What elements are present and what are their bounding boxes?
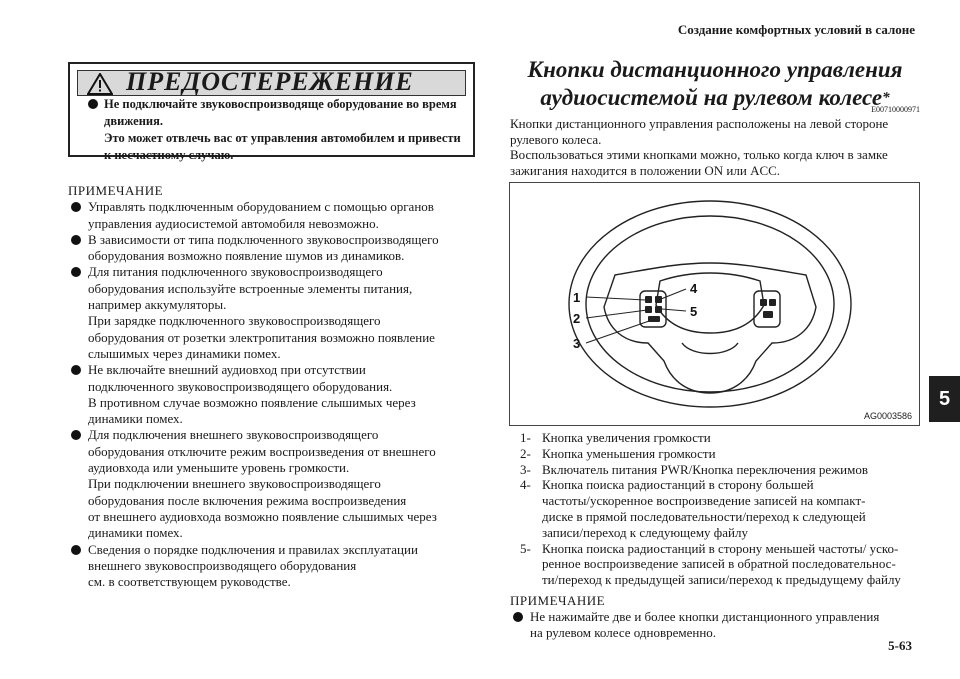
callout-3: 3 bbox=[573, 336, 581, 351]
legend-item: 4- Кнопка поиска радиостанций в сторону большей частоты/ускоренное воспроизведение записей на компакт- диске в прямой последовательности/переход к следующей записи/переход к следующему файлу bbox=[520, 477, 866, 540]
warning-box bbox=[68, 62, 475, 162]
section-intro: Кнопки дистанционного управления расположены на левой стороне рулевого колеса. Воспользоваться этими кнопками можно, только когда ключ в замке зажигания находится в положении ON или ACC. bbox=[510, 116, 889, 178]
note-title: ПРИМЕЧАНИЕ bbox=[68, 183, 164, 198]
chapter-tab bbox=[929, 376, 960, 422]
note-item: Для питания подключенного звуковоспроизводящего оборудования используйте встроенные элементы питания, например аккумуляторы. При зарядке подключенного звуковоспроизводящего оборудования от розетки электропитания возможно появление слышимых через динамики помех. bbox=[68, 264, 478, 362]
callout-4: 4 bbox=[690, 281, 698, 296]
note-item: Управлять подключенным оборудованием с помощью органов управления аудиосистемой автомобиля невозможно. bbox=[68, 199, 478, 232]
callout-1: 1 bbox=[573, 290, 581, 305]
warning-text: Не подключайте звуковоспроизводяще оборудование во время движения. Это может отвлечь вас от управления автомобилем и привести к несчастному случаю. bbox=[88, 96, 468, 164]
bullet-icon bbox=[71, 267, 81, 277]
bullet-icon bbox=[71, 202, 81, 212]
note-title: ПРИМЕЧАНИЕ bbox=[510, 593, 606, 608]
warning-triangle-icon bbox=[87, 73, 113, 95]
section-code: E00710000971 bbox=[871, 105, 920, 114]
callout-5: 5 bbox=[690, 304, 698, 319]
legend-item: 1- Кнопка увеличения громкости bbox=[520, 430, 711, 445]
legend-item: 5- Кнопка поиска радиостанций в сторону меньшей частоты/ уско- ренное воспроизведение записей в обратной последовательнос- ти/переход к предыдущей записи/переход к предыдущему файлу bbox=[520, 540, 901, 588]
figure-code: AG0003586 bbox=[863, 411, 912, 421]
note-item: Для подключения внешнего звуковоспроизводящего оборудования отключите режим воспроизведения от внешнего аудиовхода или уменьшите уровень громкости. При подключении внешнего звуковоспроизводящего оборудования после включения режима воспроизведения от внешнего аудиовхода возможно появление слышимых через динамики помех. bbox=[68, 427, 478, 541]
bullet-icon bbox=[71, 545, 81, 555]
bullet-icon bbox=[71, 235, 81, 245]
bullet-icon bbox=[71, 365, 81, 375]
page-header: Создание комфортных условий в салоне bbox=[677, 22, 915, 37]
legend-number: 3- bbox=[520, 461, 531, 477]
bullet-icon bbox=[513, 612, 523, 622]
steering-wheel-figure bbox=[509, 182, 920, 426]
page-number: 5-63 bbox=[888, 638, 912, 653]
warning-header bbox=[77, 67, 466, 96]
figure-legend bbox=[520, 430, 920, 588]
legend-number: 2- bbox=[520, 445, 531, 461]
section-title: Кнопки дистанционного управления аудиосистемой на рулевом колесе* bbox=[527, 57, 903, 110]
bullet-icon bbox=[71, 430, 81, 440]
left-note bbox=[68, 183, 478, 590]
legend-number: 5- bbox=[520, 540, 531, 556]
note-item: В зависимости от типа подключенного звуковоспроизводящего оборудования возможно появление шумов из динамиков. bbox=[68, 232, 478, 265]
note-item: Сведения о порядке подключения и правилах эксплуатации внешнего звуковоспроизводящего оборудования см. в соответствующем руководстве. bbox=[68, 542, 478, 591]
bullet-icon bbox=[88, 99, 98, 109]
legend-number: 4- bbox=[520, 477, 531, 493]
legend-item: 3- Включатель питания PWR/Кнопка переключения режимов bbox=[520, 461, 868, 477]
chapter-tab-number: 5 bbox=[938, 388, 951, 410]
legend-item: 2- Кнопка уменьшения громкости bbox=[520, 445, 716, 461]
right-note: ПРИМЕЧАНИЕ Не нажимайте две и более кнопки дистанционного управления на рулевом колесе одновременно. bbox=[510, 593, 920, 641]
legend-number: 1- bbox=[520, 430, 531, 445]
note-item: Не включайте внешний аудиовход при отсутствии подключенного звуковоспроизводящего оборудования. В противном случае возможно появление слышимых через динамики помех. bbox=[68, 362, 478, 427]
callout-2: 2 bbox=[573, 311, 581, 326]
warning-title: ПРЕДОСТЕРЕЖЕНИЕ bbox=[126, 67, 414, 96]
steering-wheel-illustration bbox=[510, 183, 919, 425]
